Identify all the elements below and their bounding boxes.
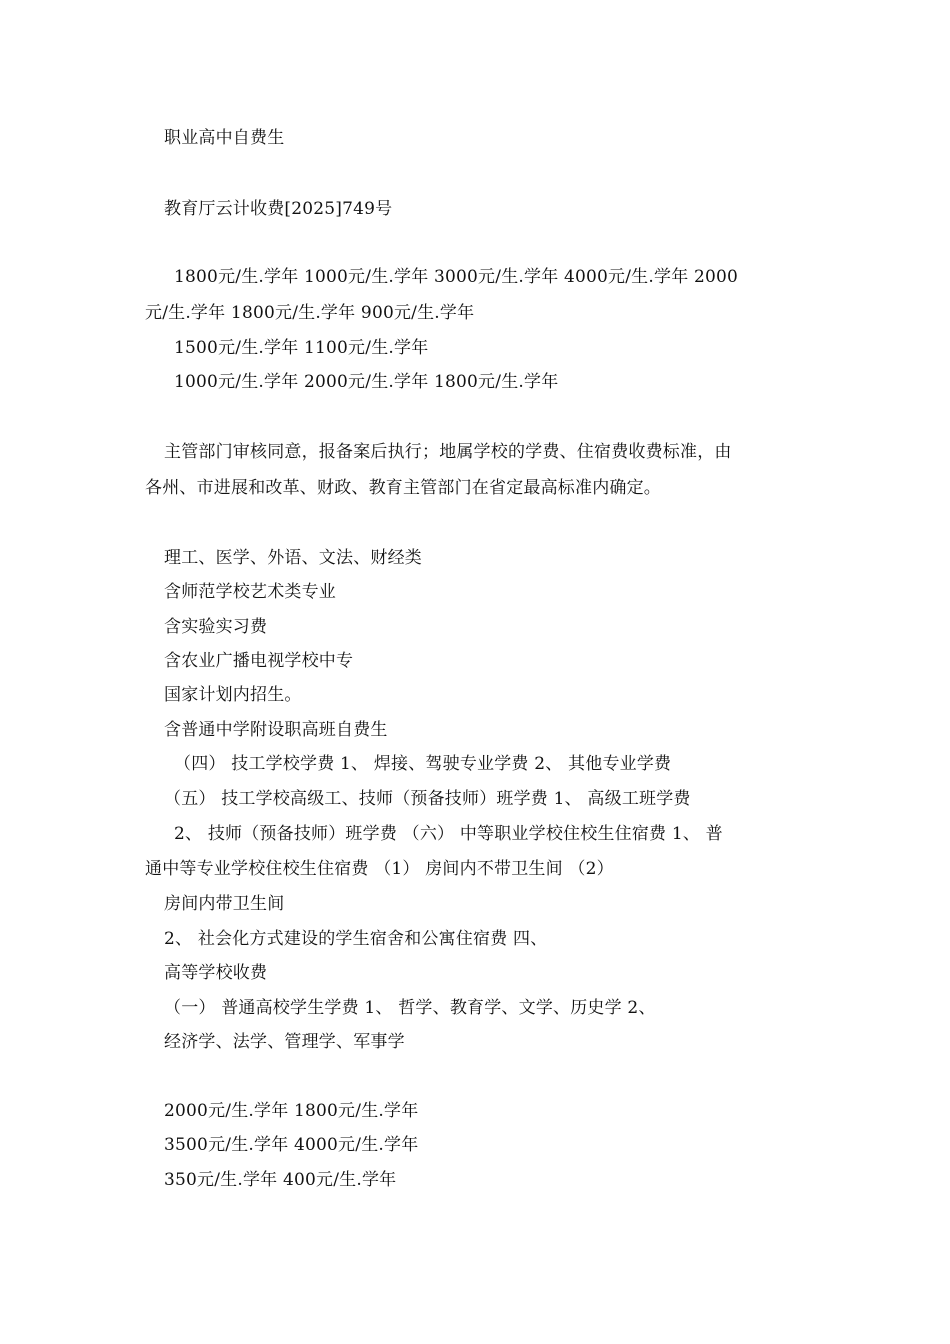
text-line: 1800元/生.学年 1000元/生.学年 3000元/生.学年 4000元/生.学年 2000 [174,267,739,287]
text-line: 2000元/生.学年 1800元/生.学年 [164,1101,419,1121]
text-line: 房间内带卫生间 [164,894,285,914]
text-line: 含农业广播电视学校中专 [164,651,354,671]
text-line: （一） 普通高校学生学费 1、 哲学、教育学、文学、历史学 2、 [164,998,656,1018]
text-line: 元/生.学年 1800元/生.学年 900元/生.学年 [145,303,475,323]
text-line: 教育厅云计收费[2025]749号 [164,199,393,219]
text-line: 2、 社会化方式建设的学生宿舍和公寓住宿费 四、 [164,929,548,949]
text-line: 职业高中自费生 [164,128,285,148]
text-line: 含实验实习费 [164,617,268,637]
text-line: 主管部门审核同意，报备案后执行；地属学校的学费、住宿费收费标准，由 [164,442,732,462]
text-line: 国家计划内招生。 [164,685,302,705]
text-line: 1500元/生.学年 1100元/生.学年 [174,338,429,358]
text-line: 1000元/生.学年 2000元/生.学年 1800元/生.学年 [174,372,559,392]
text-line: 3500元/生.学年 4000元/生.学年 [164,1135,419,1155]
text-line: 含师范学校艺术类专业 [164,582,336,602]
text-line: 2、 技师（预备技师）班学费 （六） 中等职业学校住校生住宿费 1、 普 [174,824,723,844]
text-line: （四） 技工学校学费 1、 焊接、驾驶专业学费 2、 其他专业学费 [174,754,672,774]
text-line: （五） 技工学校高级工、技师（预备技师）班学费 1、 高级工班学费 [164,789,691,809]
text-line: 通中等专业学校住校生住宿费 （1） 房间内不带卫生间 （2） [145,859,614,879]
text-line: 理工、医学、外语、文法、财经类 [164,548,422,568]
text-line: 各州、市进展和改革、财政、教育主管部门在省定最高标准内确定。 [145,478,661,498]
text-line: 高等学校收费 [164,963,268,983]
text-line: 含普通中学附设职高班自费生 [164,720,388,740]
text-line: 350元/生.学年 400元/生.学年 [164,1170,397,1190]
text-line: 经济学、法学、管理学、军事学 [164,1032,405,1052]
